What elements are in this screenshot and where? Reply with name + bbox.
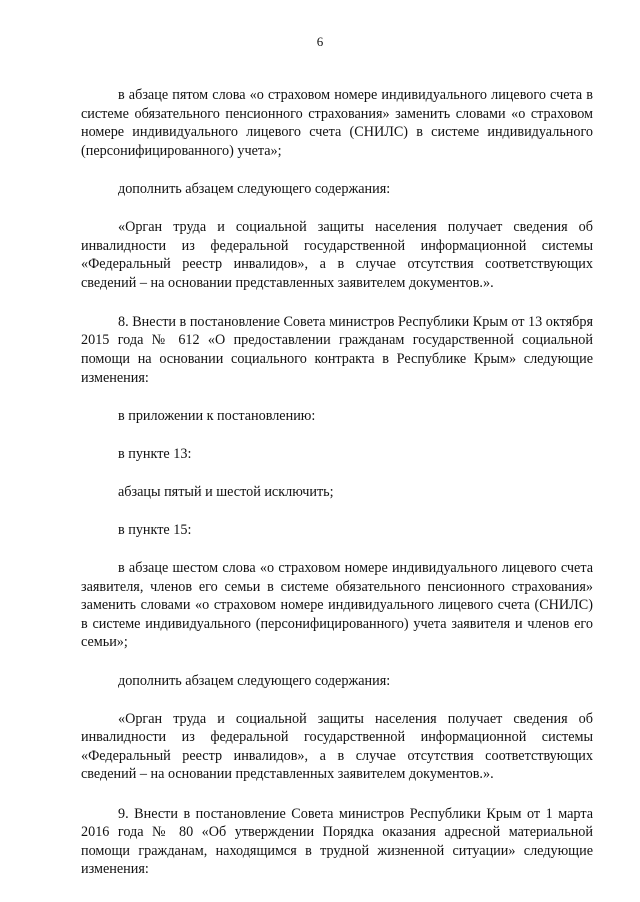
paragraph-3: «Орган труда и социальной защиты населения получает сведения об инвалидности из федеральной государственной информационной системы «Федеральный реестр инвалидов», а в случае отсутствия соответствующих сведений – на основании представленных заявителем документов.». (81, 218, 593, 291)
document-body (81, 86, 593, 879)
paragraph-11: «Орган труда и социальной защиты населения получает сведения об инвалидности из федеральной государственной информационной системы «Федеральный реестр инвалидов», а в случае отсутствия соответствующих сведений – на основании представленных заявителем документов.». (81, 710, 593, 783)
paragraph-12: 9. Внести в постановление Совета министров Республики Крым от 1 марта 2016 года № 80 «Об утверждении Порядка оказания адресной материальной помощи гражданам, находящимся в трудной жизненной ситуации» следующие изменения: (81, 805, 593, 878)
paragraph-4: 8. Внести в постановление Совета министров Республики Крым от 13 октября 2015 года № 612 «О предоставлении гражданам государственной социальной помощи на основании социального контракта в Республике Крым» следующие изменения: (81, 313, 593, 386)
paragraph-1: в абзаце пятом слова «о страховом номере индивидуального лицевого счета в системе обязательного пенсионного страхования» заменить словами «о страховом номере индивидуального лицевого счета (СНИЛС) в системе индивидуального (персонифицированного) учета»; (81, 87, 593, 159)
page-number: 6 (316, 34, 324, 49)
paragraph-8: в пункте 15: (118, 522, 192, 538)
paragraph-9: в абзаце шестом слова «о страховом номере индивидуального лицевого счета заявителя, членов его семьи в системе обязательного пенсионного страхования» заменить словами «о страховом номере индивидуального лицевого счета (СНИЛС) в системе индивидуального (персонифицированного) учета заявителя и членов его семьи»; (81, 560, 593, 651)
paragraph-6: в пункте 13: (118, 445, 192, 462)
paragraph-2: дополнить абзацем следующего содержания: (118, 180, 391, 197)
paragraph-10: дополнить абзацем следующего содержания: (118, 672, 391, 689)
paragraph-5: в приложении к постановлению: (118, 407, 316, 424)
paragraph-7: абзацы пятый и шестой исключить; (118, 483, 334, 500)
